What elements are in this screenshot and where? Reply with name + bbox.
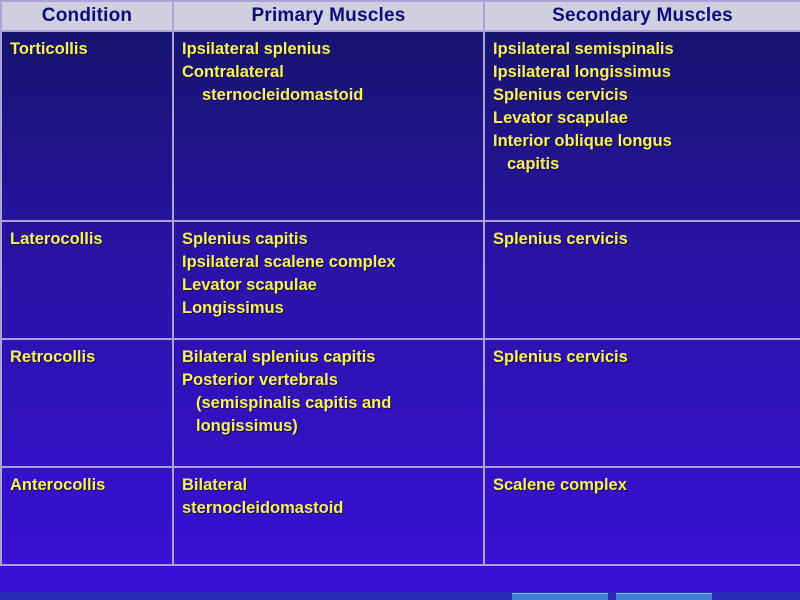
condition-label: Anterocollis: [10, 476, 106, 494]
condition-cell: [1, 339, 173, 467]
secondary-cell: [484, 31, 800, 221]
secondary-line: Levator scapulae: [493, 109, 628, 127]
condition-cell: [1, 467, 173, 565]
header-primary-muscles: Primary Muscles: [173, 1, 484, 31]
primary-line: Longissimus: [182, 299, 284, 317]
primary-cell: [173, 339, 484, 467]
primary-line: Posterior vertebrals: [182, 371, 338, 389]
secondary-line: Splenius cervicis: [493, 230, 628, 248]
primary-line: Bilateral: [182, 476, 248, 494]
secondary-line: Splenius cervicis: [493, 348, 628, 366]
secondary-line: Ipsilateral semispinalis: [493, 40, 674, 58]
primary-line: Ipsilateral splenius: [182, 40, 331, 58]
primary-line: Contralateral: [182, 63, 284, 81]
primary-cell: [173, 467, 484, 565]
secondary-cell: [484, 339, 800, 467]
condition-label: Retrocollis: [10, 348, 96, 366]
primary-line: Ipsilateral scalene complex: [182, 253, 396, 271]
table-row-torticollis: [1, 31, 800, 221]
slide-nav-button-previous[interactable]: [512, 593, 608, 600]
primary-line: Splenius capitis: [182, 230, 308, 248]
primary-line: (semispinalis capitis and: [196, 394, 392, 412]
secondary-line: Splenius cervicis: [493, 86, 628, 104]
primary-line: Bilateral splenius capitis: [182, 348, 376, 366]
primary-line: sternocleidomastoid: [182, 499, 344, 517]
table-row-retrocollis: [1, 339, 800, 467]
table-row-anterocollis: [1, 467, 800, 565]
primary-line: sternocleidomastoid: [202, 86, 364, 104]
slide-nav-bar: [0, 592, 800, 600]
secondary-line: Ipsilateral longissimus: [493, 63, 671, 81]
primary-cell: [173, 31, 484, 221]
condition-cell: [1, 31, 173, 221]
primary-cell: [173, 221, 484, 339]
secondary-line: capitis: [507, 155, 560, 173]
condition-label: Laterocollis: [10, 230, 103, 248]
secondary-cell: [484, 221, 800, 339]
table-row-laterocollis: [1, 221, 800, 339]
header-secondary-muscles: Secondary Muscles: [484, 1, 800, 31]
secondary-line: Interior oblique longus: [493, 132, 672, 150]
slide-nav-button-next[interactable]: [616, 593, 712, 600]
secondary-line: Scalene complex: [493, 476, 627, 494]
secondary-cell: [484, 467, 800, 565]
header-condition: Condition: [1, 1, 173, 31]
condition-label: Torticollis: [10, 40, 88, 58]
primary-line: longissimus): [196, 417, 298, 435]
header-row: [1, 1, 800, 31]
primary-line: Levator scapulae: [182, 276, 317, 294]
condition-cell: [1, 221, 173, 339]
